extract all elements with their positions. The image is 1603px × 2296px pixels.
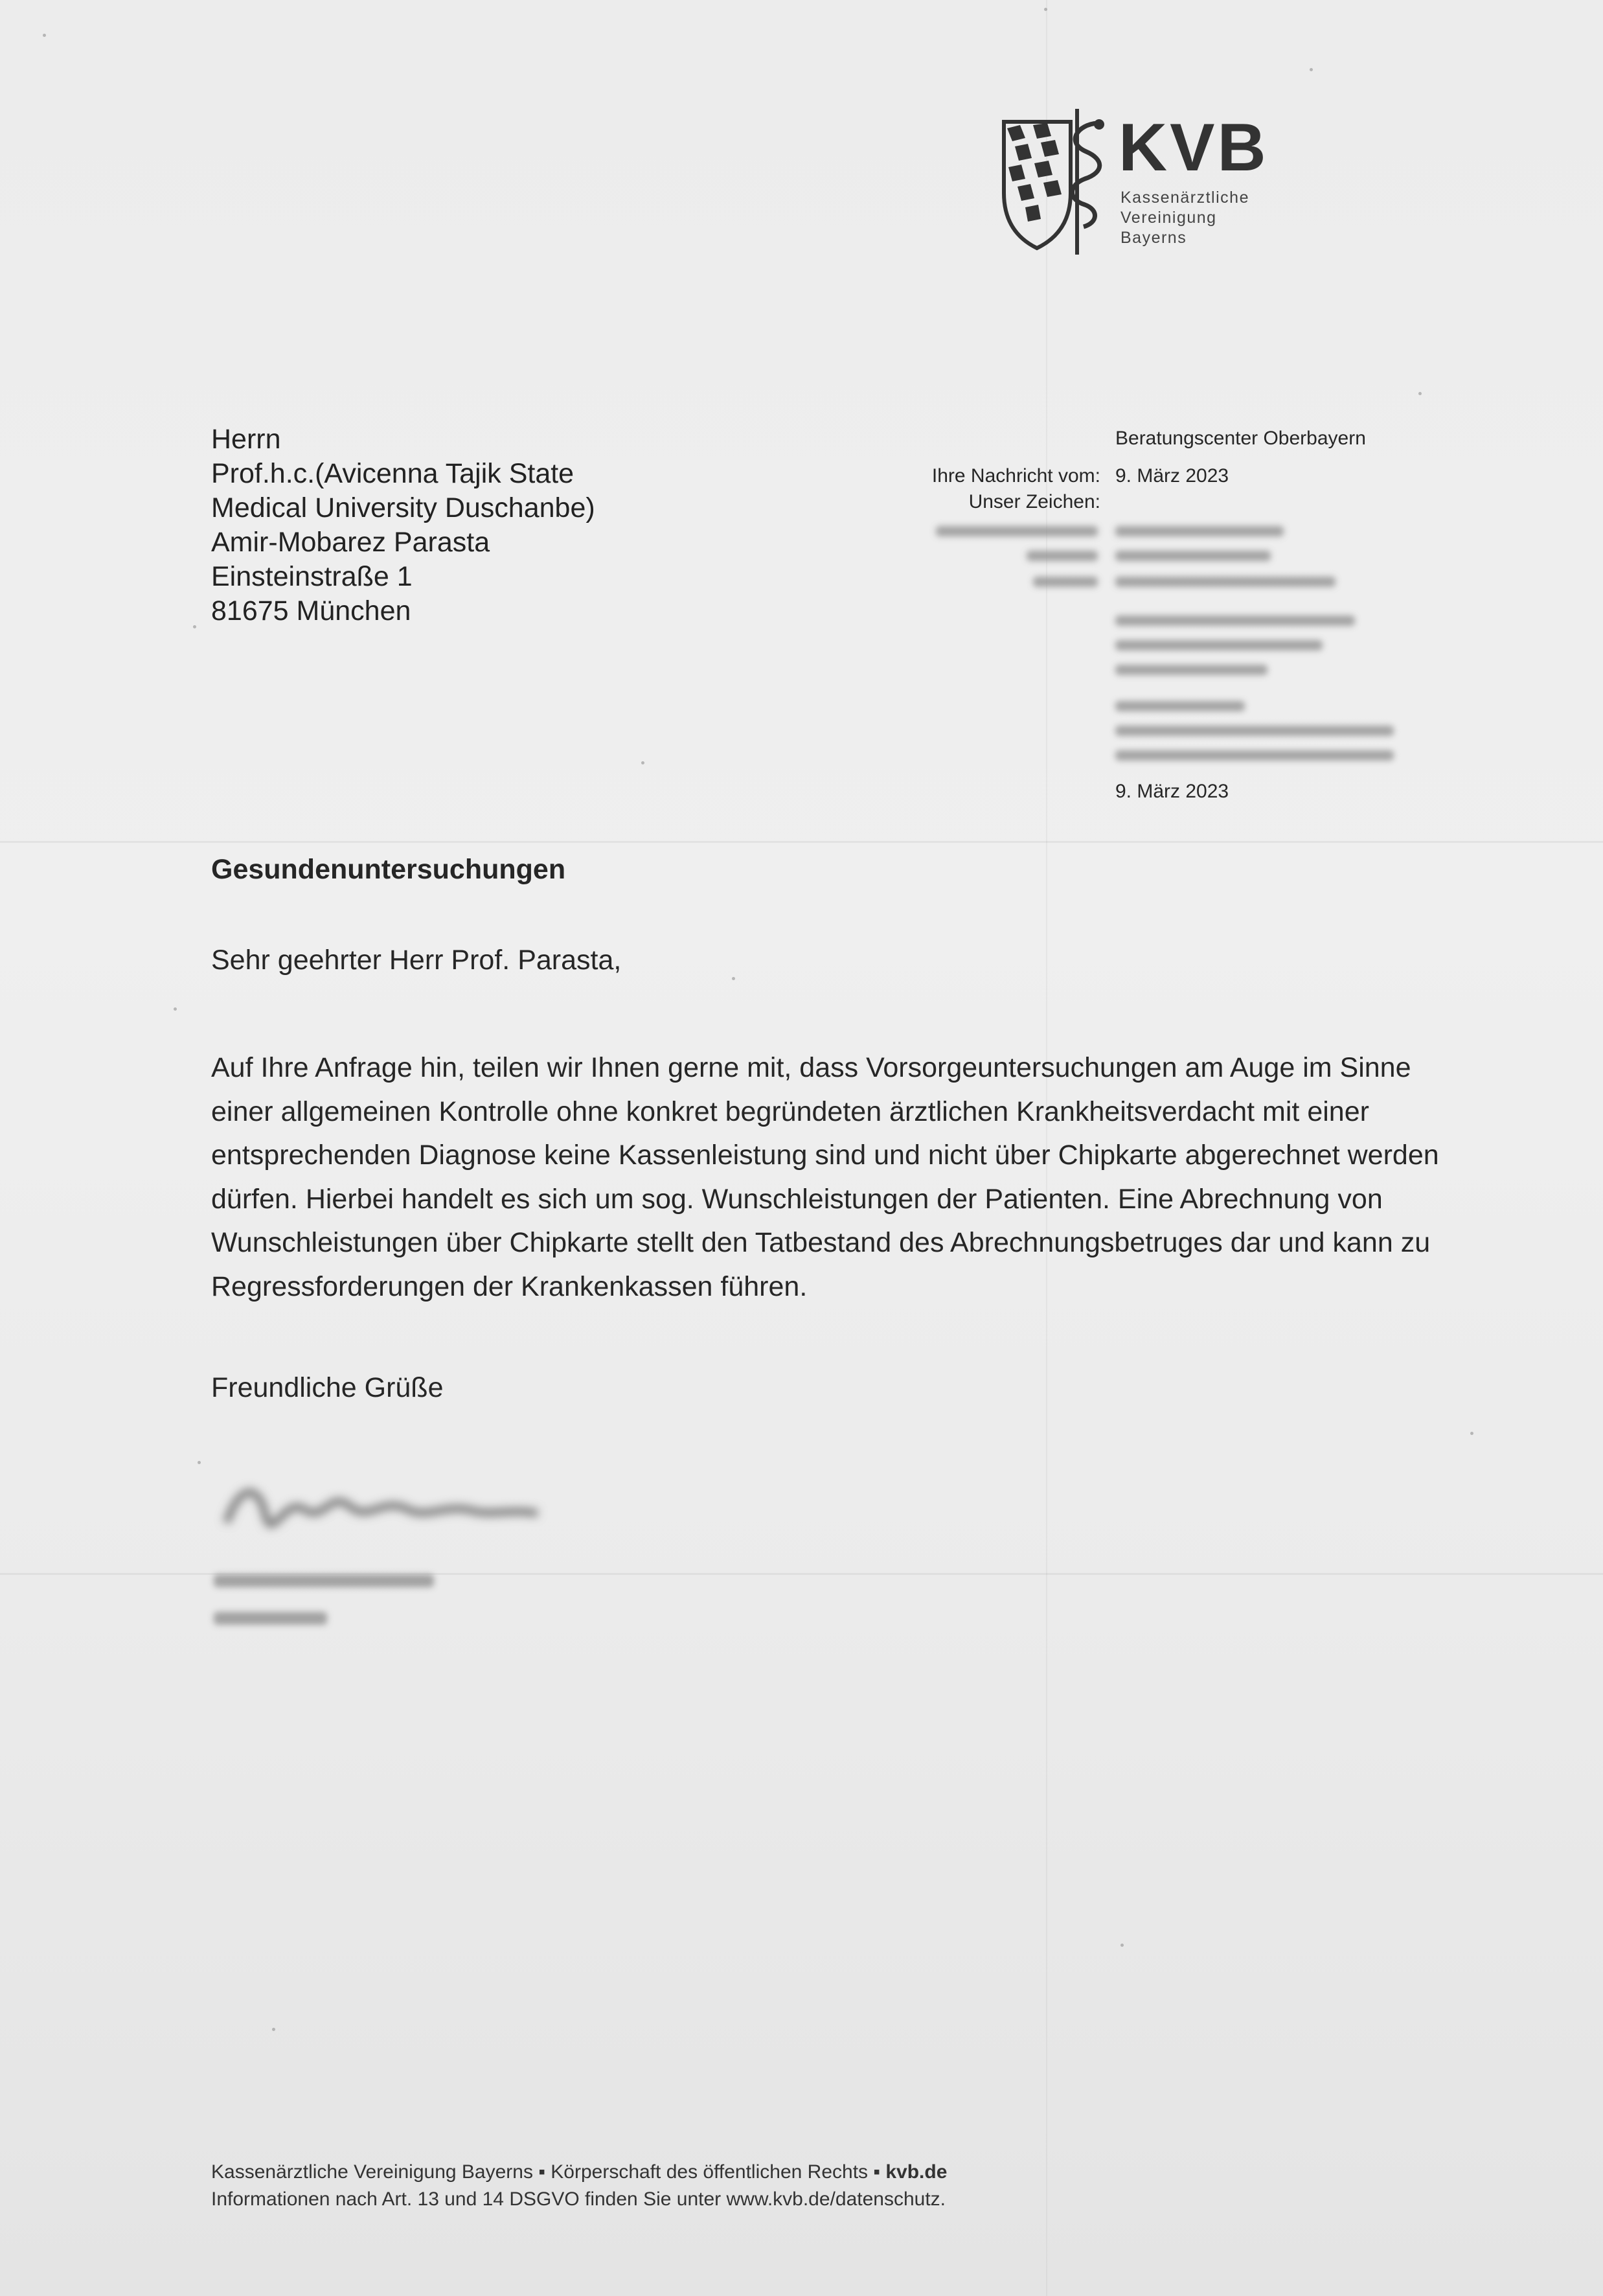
- letter-body: [211, 1046, 1519, 1309]
- your-message-label: Ihre Nachricht vom:: [931, 465, 1100, 487]
- letter-salutation: Sehr geehrter Herr Prof. Parasta,: [211, 945, 622, 976]
- recipient-address: [211, 422, 595, 628]
- redacted-value: [1115, 551, 1271, 561]
- logo-subtitle-line: Vereinigung: [1120, 209, 1217, 227]
- address-line: 81675 München: [211, 595, 411, 626]
- redacted-signature: [214, 1471, 602, 1555]
- redacted-value: [1115, 750, 1394, 761]
- redacted-value: [1115, 640, 1323, 650]
- body-line: Wunschleistungen über Chipkarte stellt den Tatbestand des Abrechnungsbetruges dar und kann zu: [211, 1227, 1431, 1258]
- our-reference-label: Unser Zeichen:: [968, 491, 1100, 512]
- redacted-value: [1115, 701, 1245, 711]
- paper-speck: [732, 977, 735, 980]
- paper-speck: [272, 2028, 275, 2031]
- body-line: einer allgemeinen Kontrolle ohne konkret begründeten ärztlichen Krankheitsverdacht mit einer: [211, 1096, 1369, 1127]
- paper-speck: [1044, 8, 1047, 11]
- paper-speck: [174, 1007, 177, 1011]
- body-line: Regressforderungen der Krankenkassen führen.: [211, 1270, 808, 1302]
- redacted-value: [1115, 577, 1336, 587]
- letter-subject: Gesundenuntersuchungen: [211, 854, 566, 885]
- body-line: Auf Ihre Anfrage hin, teilen wir Ihnen gerne mit, dass Vorsorgeuntersuchungen am Auge im Sinne: [211, 1052, 1411, 1083]
- address-line: Einsteinstraße 1: [211, 561, 413, 592]
- redacted-value: [1115, 665, 1268, 675]
- body-line: dürfen. Hierbei handelt es sich um sog. Wunschleistungen der Patienten. Eine Abrechnung von: [211, 1183, 1383, 1215]
- body-line: entsprechenden Diagnose keine Kassenleistung sind und nicht über Chipkarte abgerechnet werden: [211, 1140, 1439, 1171]
- paper-speck: [1120, 1944, 1124, 1947]
- footer-line-2: Informationen nach Art. 13 und 14 DSGVO finden Sie unter www.kvb.de/datenschutz.: [211, 2188, 946, 2210]
- redacted-value: [1115, 726, 1394, 736]
- kvb-coat-of-arms-icon: [1001, 109, 1117, 258]
- logo-subtitle: [1120, 188, 1249, 248]
- letter-footer: [211, 2159, 947, 2213]
- signature-scribble-icon: [214, 1471, 602, 1555]
- logo-subtitle-line: Bayerns: [1120, 229, 1187, 247]
- letter-date: 9. März 2023: [1115, 781, 1229, 802]
- paper-speck: [641, 761, 644, 764]
- logo-subtitle-line: Kassenärztliche: [1120, 189, 1249, 207]
- paper-speck: [193, 625, 196, 628]
- redacted-signer-name: [214, 1574, 434, 1587]
- redacted-label: [1027, 551, 1098, 561]
- footer-line-1: [211, 2159, 947, 2186]
- your-message-date: 9. März 2023: [1115, 465, 1229, 487]
- office-name: Beratungscenter Oberbayern: [1115, 428, 1366, 449]
- letter-closing: Freundliche Grüße: [211, 1372, 444, 1403]
- footer-org-name: Kassenärztliche Vereinigung Bayerns: [211, 2161, 533, 2183]
- paper-speck: [1418, 392, 1422, 395]
- redacted-value: [1115, 526, 1284, 536]
- footer-org-type: Körperschaft des öffentlichen Rechts: [551, 2161, 869, 2183]
- paper-speck: [43, 34, 46, 37]
- logo-wordmark: KVB: [1119, 110, 1269, 185]
- paper-speck: [1310, 68, 1313, 71]
- fold-line: [0, 841, 1603, 843]
- address-line: Amir-Mobarez Parasta: [211, 527, 490, 558]
- redacted-signer-role: [214, 1612, 327, 1625]
- paper-speck: [198, 1461, 201, 1464]
- redacted-label: [936, 526, 1098, 536]
- redacted-value: [1115, 615, 1355, 626]
- address-line: Prof.h.c.(Avicenna Tajik State: [211, 458, 574, 489]
- redacted-label: [1033, 577, 1098, 587]
- paper-speck: [1470, 1432, 1473, 1435]
- footer-separator: ▪: [873, 2161, 881, 2183]
- address-line: Herrn: [211, 424, 281, 455]
- footer-website: kvb.de: [885, 2161, 948, 2183]
- address-line: Medical University Duschanbe): [211, 492, 595, 523]
- kvb-logo: [1001, 109, 1273, 258]
- footer-separator: ▪: [538, 2161, 545, 2183]
